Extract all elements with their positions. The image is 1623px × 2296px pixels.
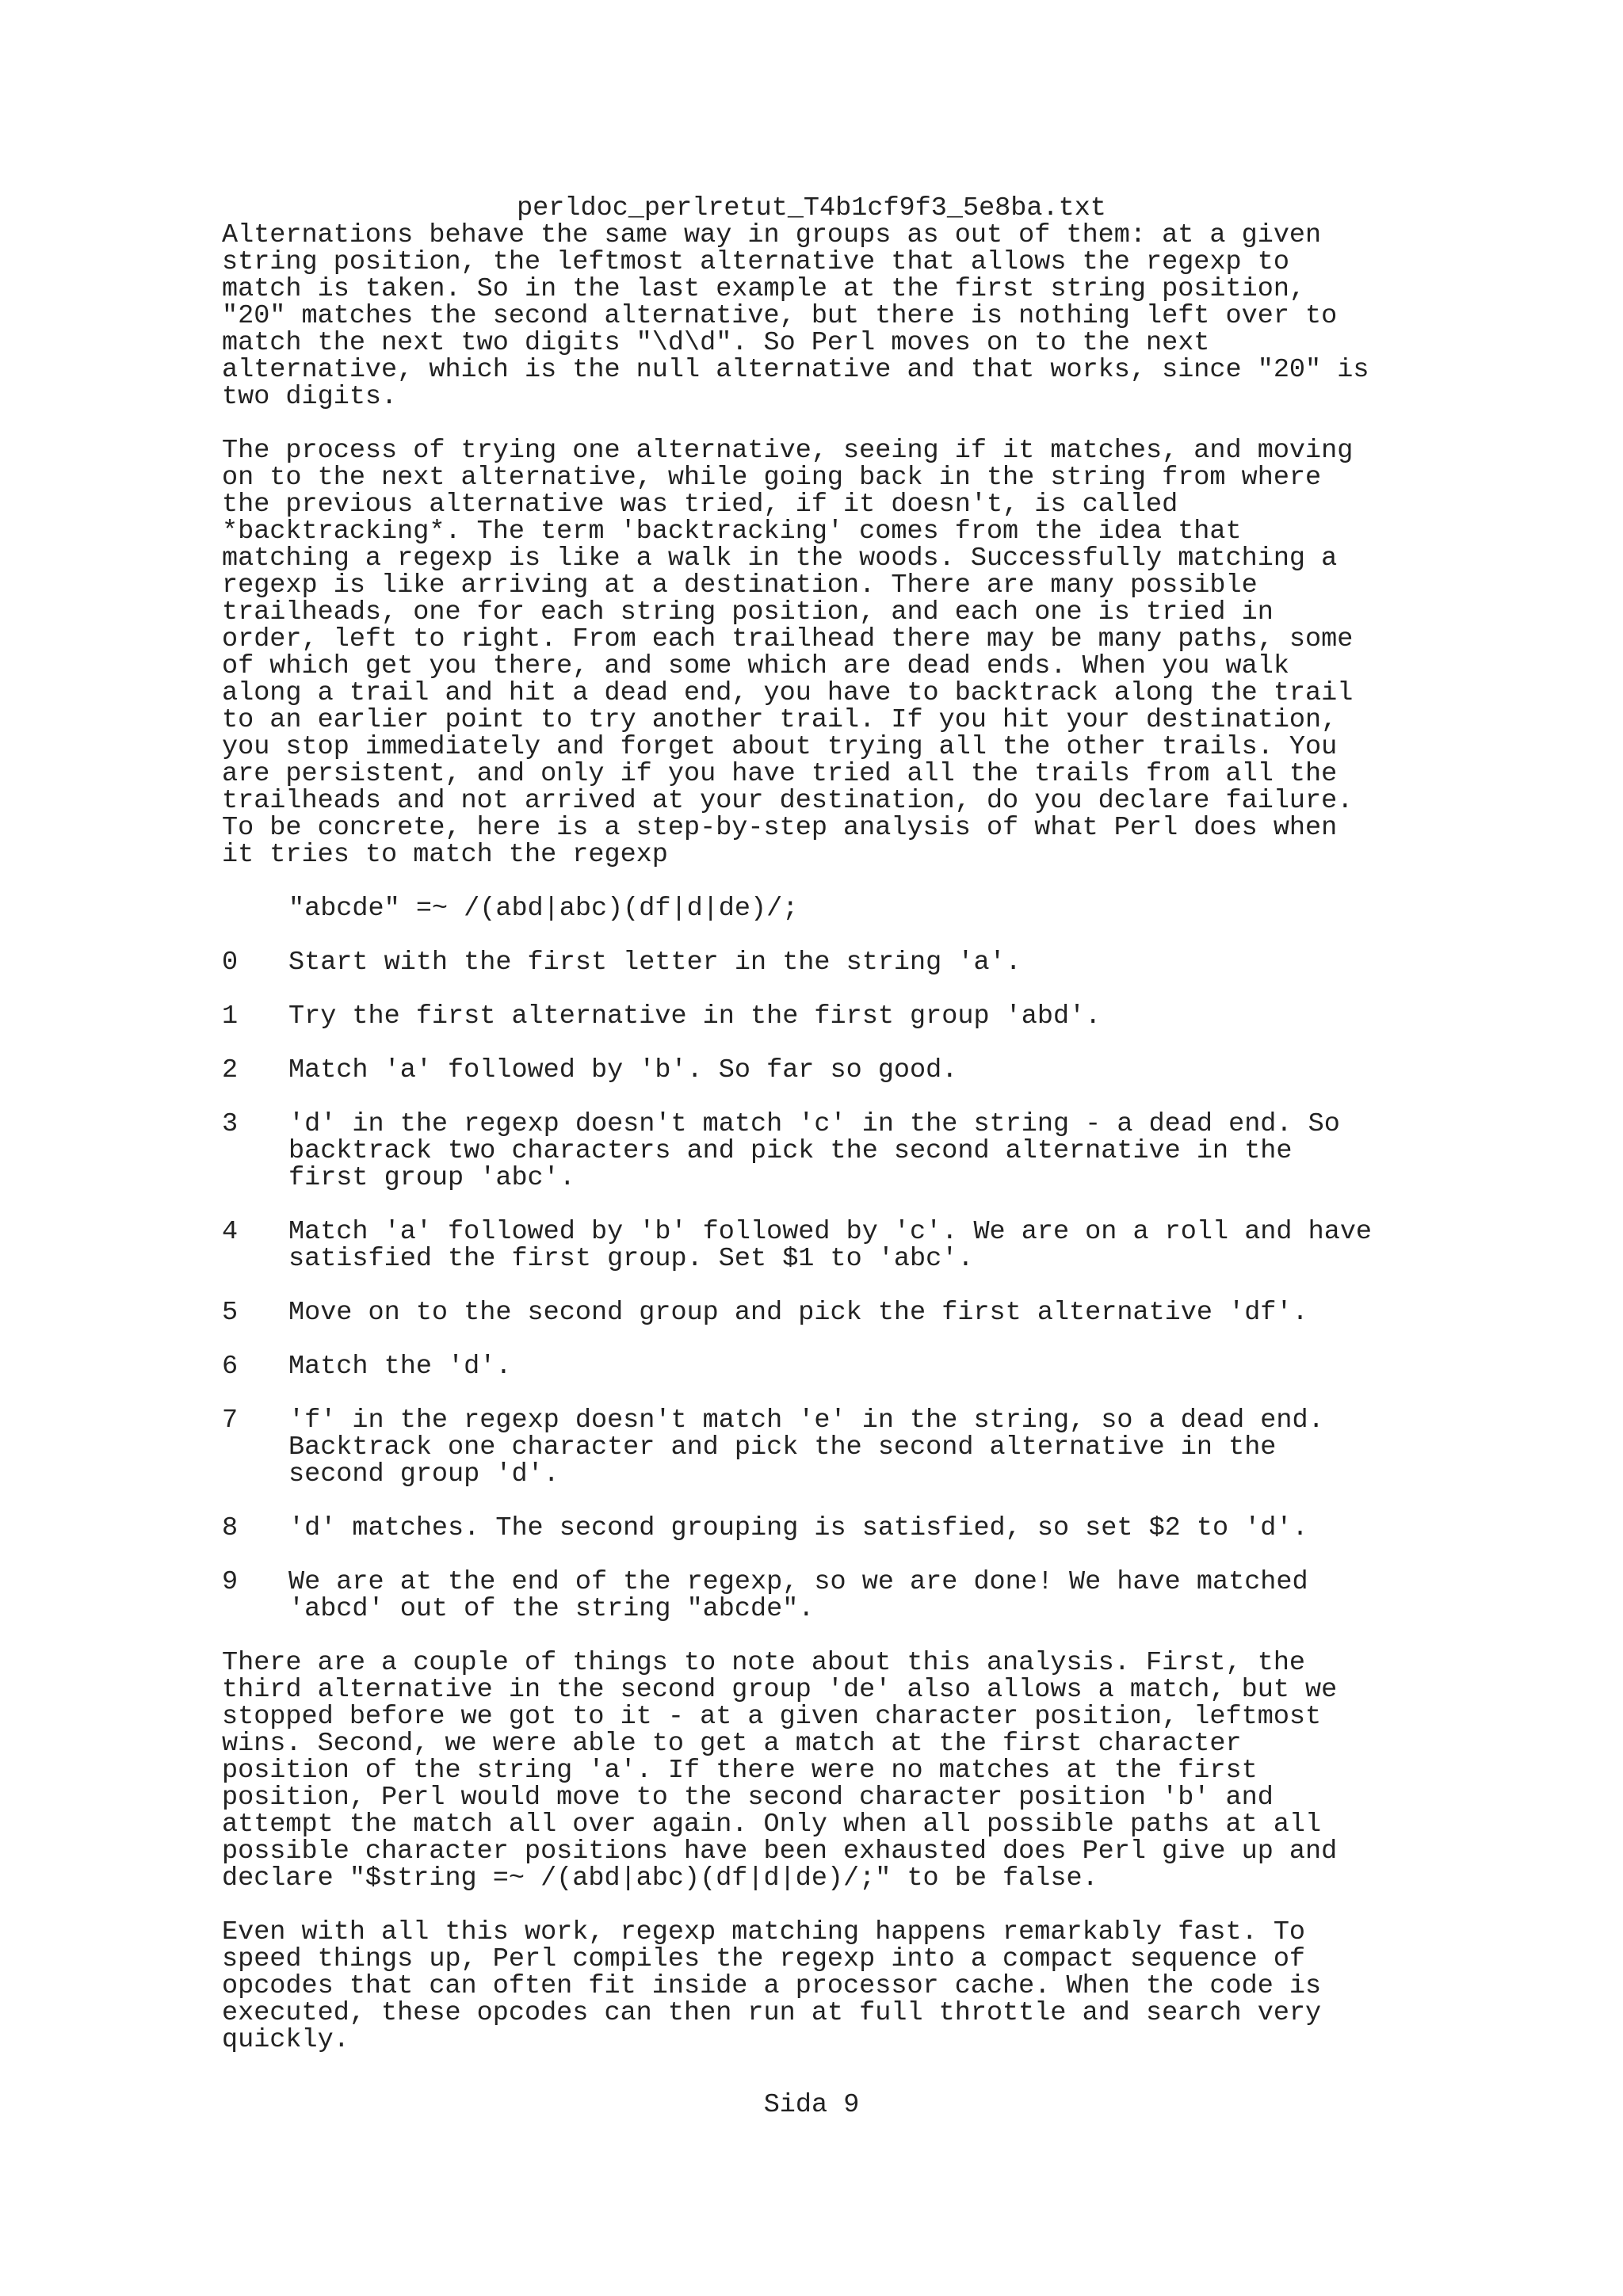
step-number: 5: [222, 1298, 239, 1328]
step-number: 6: [222, 1352, 239, 1382]
paragraph-performance: Even with all this work, regexp matching happens remarkably fast. To speed things up, Perl compiles the regexp into a compact sequence of opcodes that can often fit inside a processor cache. When the code is executed, these opcodes can then run at full throttle and search very quickly.: [222, 1917, 1322, 2055]
step-text: Start with the first letter in the string 'a'.: [288, 948, 1022, 978]
step-number: 9: [222, 1567, 239, 1597]
step-number: 4: [222, 1217, 239, 1247]
step-number: 1: [222, 1001, 239, 1032]
step-item: [222, 949, 1585, 976]
step-text: Move on to the second group and pick the first alternative 'df'.: [288, 1298, 1308, 1328]
step-text: 'd' matches. The second grouping is satisfied, so set $2 to 'd'.: [288, 1513, 1308, 1543]
paragraph-alternations: Alternations behave the same way in groups as out of them: at a given string position, the leftmost alternative that allows the regexp to match is taken. So in the last example at the first string position, "20" matches the second alternative, but there is nothing left over to match the next two digits "\d\d". So Perl moves on to the next alternative, which is the null alternative and that works, since "20" is two digits.: [222, 220, 1369, 412]
paragraph-backtracking: The process of trying one alternative, seeing if it matches, and moving on to the next alternative, while going back in the string from where the previous alternative was tried, if it doesn't, is called *backtracking*. The term 'backtracking' comes from the idea that matching a regexp is like a walk in the woods. Successfully matching a regexp is like arriving at a destination. There are many possible trailheads, one for each string position, and each one is tried in order, left to right. From each trailhead there may be many paths, some of which get you there, and some which are dead ends. When you walk along a trail and hit a dead end, you have to backtrack along the trail to an earlier point to try another trail. If you hit your destination, you stop immediately and forget about trying all the other trails. You are persistent, and only if you have tried all the trails from all the trailheads and not arrived at your destination, do you declare failure. To be concrete, here is a step-by-step analysis of what Perl does when it tries to match the regexp: [222, 436, 1354, 870]
step-text: Match 'a' followed by 'b' followed by 'c'. We are on a roll and have satisfied the first group. Set $1 to 'abc'.: [288, 1217, 1373, 1274]
step-text: Try the first alternative in the first group 'abd'.: [288, 1001, 1102, 1032]
step-item: [222, 1353, 1585, 1380]
step-text: Match 'a' followed by 'b'. So far so good.: [288, 1055, 958, 1085]
step-text: Match the 'd'.: [288, 1352, 512, 1382]
page-number-footer: Sida 9: [763, 2090, 860, 2120]
step-item: [222, 1515, 1585, 1542]
page-header-filename: perldoc_perlretut_T4b1cf9f3_5e8ba.txt: [517, 193, 1106, 223]
step-item: [222, 1407, 1585, 1488]
step-item: [222, 1219, 1585, 1272]
step-text: 'f' in the regexp doesn't match 'e' in the string, so a dead end. Backtrack one character and pick the second alternative in the second group 'd'.: [288, 1405, 1324, 1489]
step-text: 'd' in the regexp doesn't match 'c' in the string - a dead end. So backtrack two characters and pick the second alternative in the first group 'abc'.: [288, 1109, 1340, 1193]
step-item: [222, 1299, 1585, 1326]
paragraph-analysis-notes: There are a couple of things to note about this analysis. First, the third alternative in the second group 'de' also allows a match, but we stopped before we got to it - at a given character position, leftmost wins. Second, we were able to get a match at the first character position of the string 'a'. If there were no matches at the first position, Perl would move to the second character position 'b' and attempt the match all over again. Only when all possible paths at all possible character positions have been exhausted does Perl give up and declare "$string =~ /(abd|abc)(df|d|de)/;" to be false.: [222, 1648, 1338, 1894]
step-text: We are at the end of the regexp, so we are done! We have matched 'abcd' out of the string "abcde".: [288, 1567, 1308, 1624]
step-number: 3: [222, 1109, 239, 1139]
step-item: [222, 1003, 1585, 1030]
step-number: 8: [222, 1513, 239, 1543]
step-item: [222, 1057, 1585, 1084]
step-number: 7: [222, 1405, 239, 1436]
document-body: [222, 222, 1585, 2081]
step-item: [222, 1111, 1585, 1192]
step-item: [222, 1569, 1585, 1623]
step-number: 0: [222, 948, 239, 978]
step-number: 2: [222, 1055, 239, 1085]
code-example: "abcde" =~ /(abd|abc)(df|d|de)/;: [288, 894, 799, 924]
